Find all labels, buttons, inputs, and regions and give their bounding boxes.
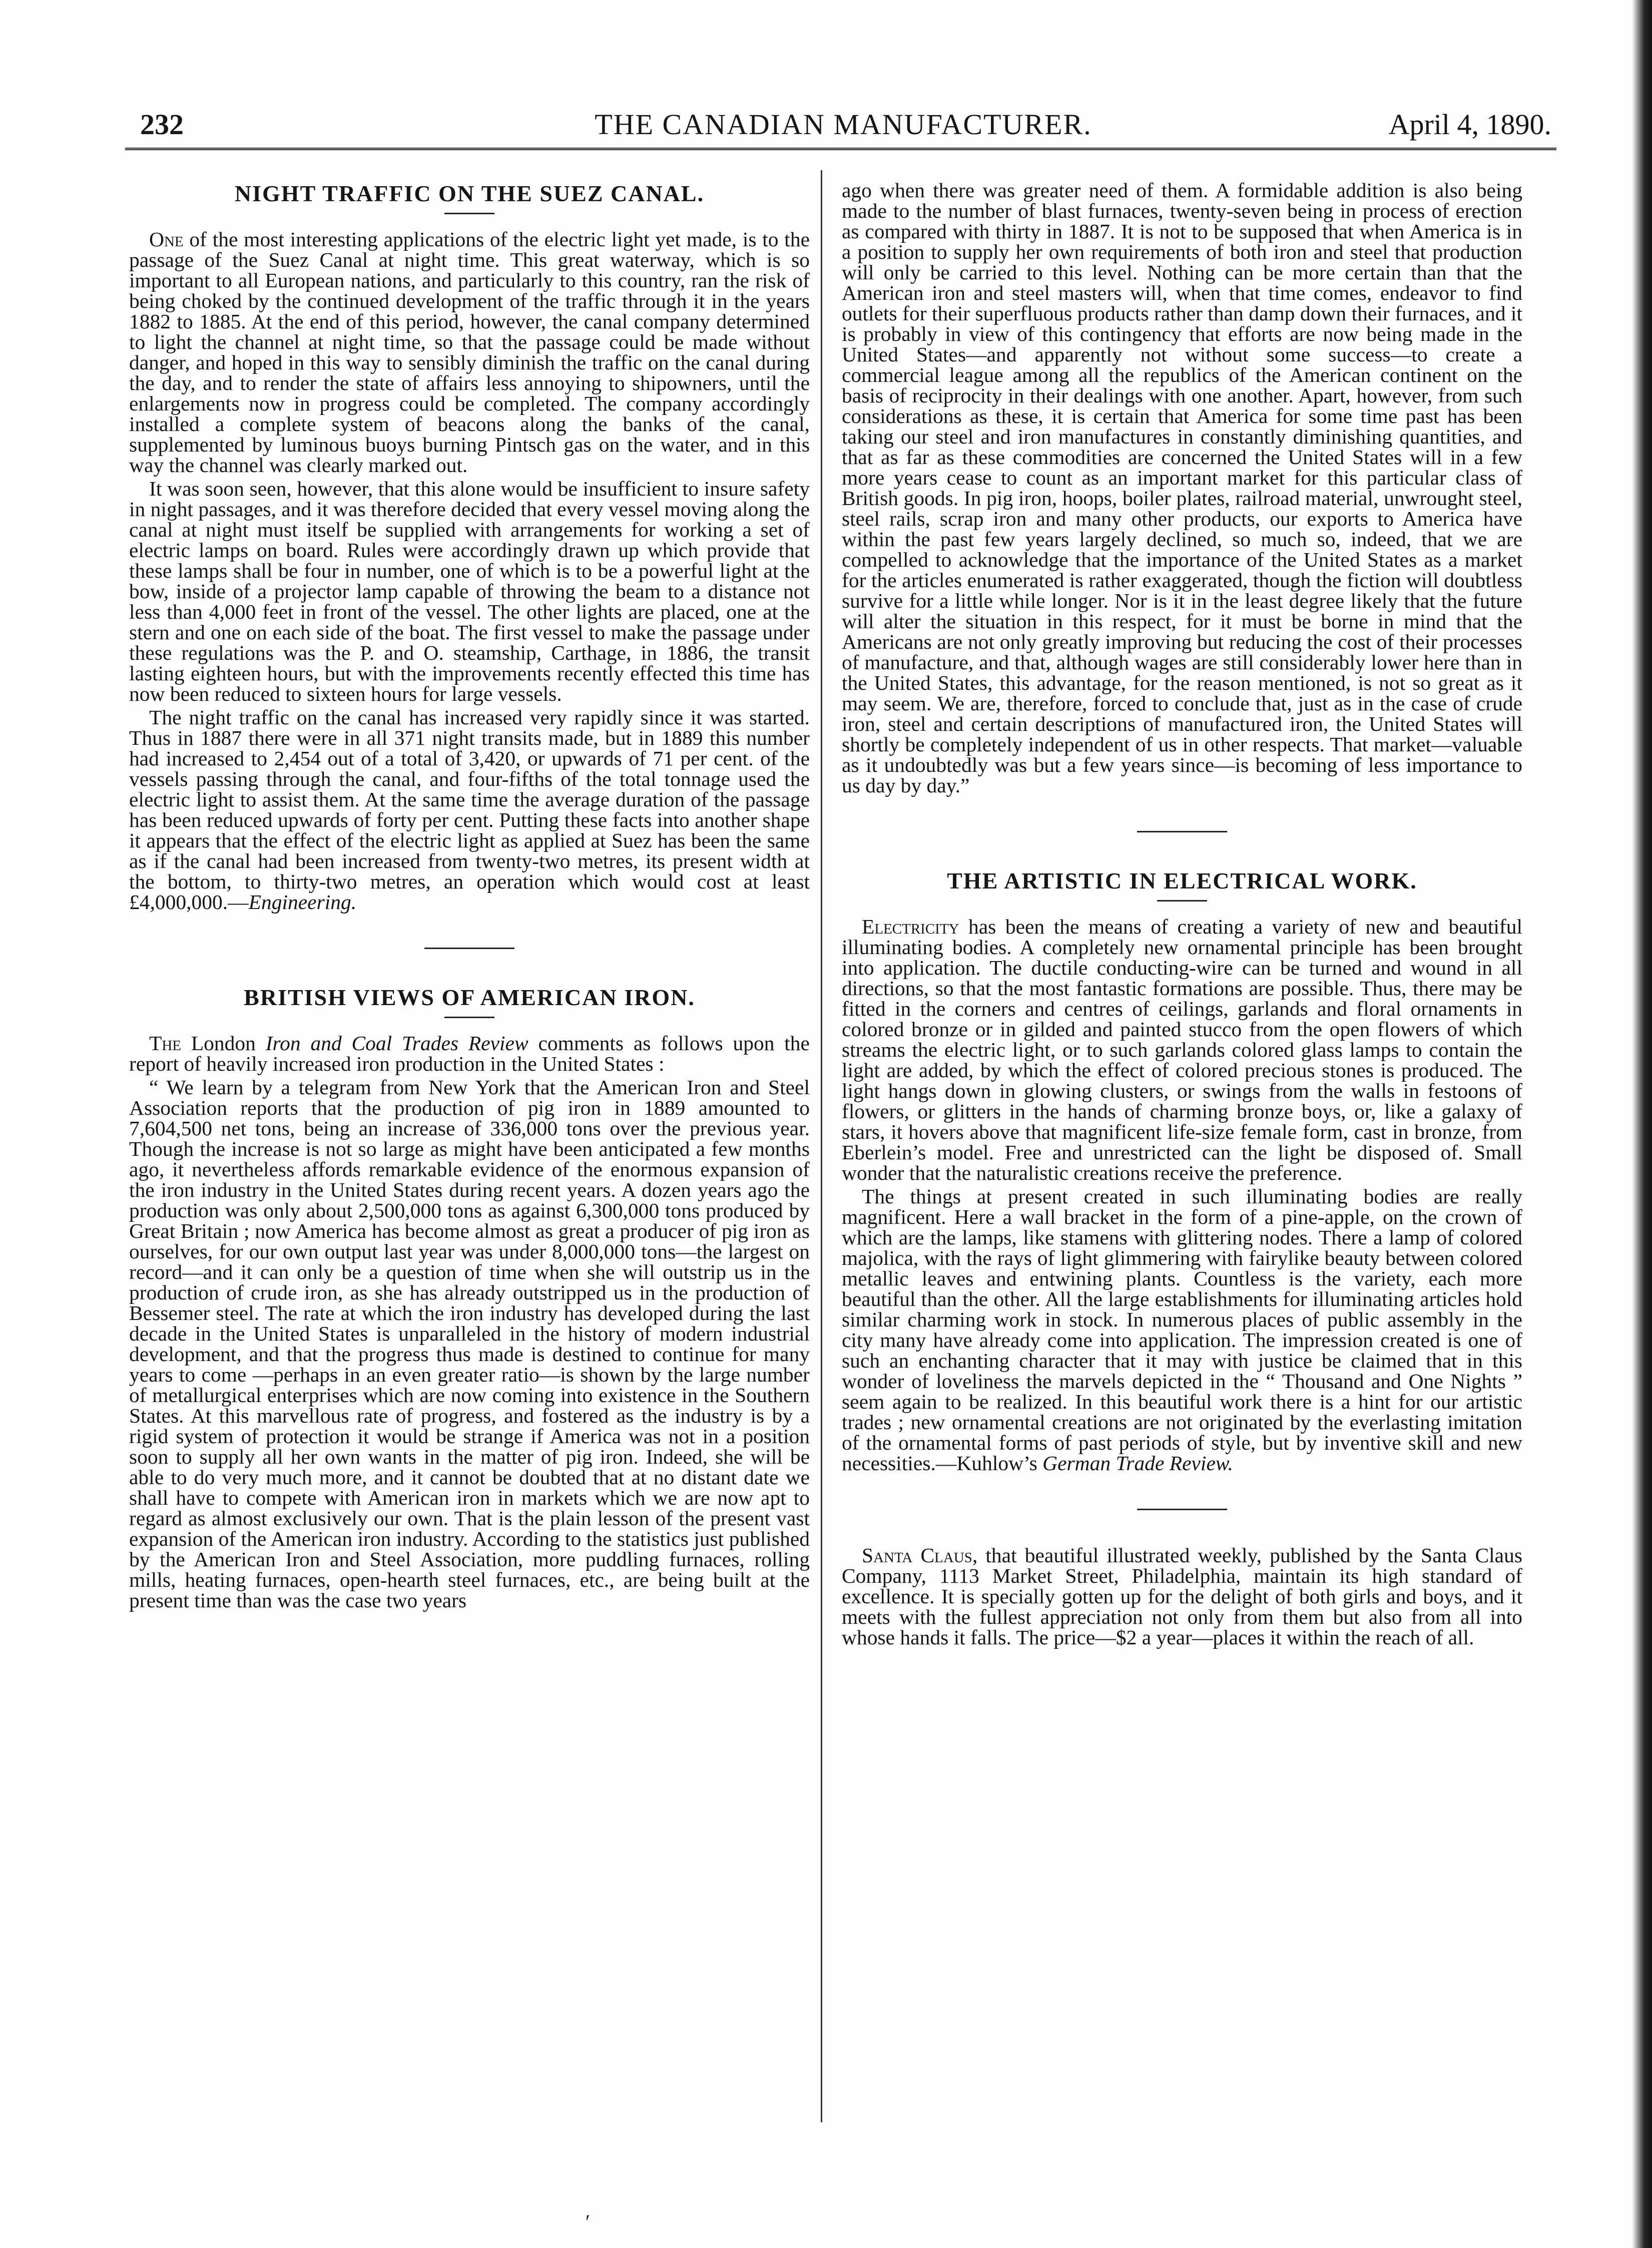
left-column: [129, 180, 810, 1614]
iron-journal-title: Iron and Coal Trades Review: [265, 1032, 528, 1055]
issue-date: April 4, 1890.: [1388, 108, 1551, 141]
iron-intro-text-a: London: [181, 1032, 266, 1055]
artistic-lead-word: Electricity: [862, 915, 959, 938]
page-header: [135, 108, 1551, 148]
suez-paragraph-3-text: The night traffic on the canal has increased very rapidly since it was started. Thus in 1887 there were in all 371 night transits made, but in 1889 this number had increased to 2,454 out of a total of 3,420, or upwards of 71 per cent. of the vessels passing through the canal, and four-fifths of the total tonnage used the electric light to assist them. At the same time the average duration of the passage has been reduced upwards of forty per cent. Putting these facts into another shape it appears that the effect of the electric light as applied at Suez has been the same as if the canal had been increased from twenty-two metres, its present width at the bottom, to thirty-two metres, an operation which would cost at least £4,000,000.—: [129, 706, 810, 914]
iron-intro: [129, 1033, 810, 1074]
artistic-source: German Trade Review.: [1042, 1452, 1233, 1475]
suez-paragraph-1-text: of the most interesting applications of the electric light yet made, is to the passage of the Suez Canal at night time. This great waterway, which is so important to all European nations, and particularly to this country, ran the risk of being choked by the continued development of the traffic through it in the years 1882 to 1885. At the end of this period, however, the canal company determined to light the channel at night time, so that the passage could be made without danger, and hoped in this way to sensibly diminish the traffic on the canal during the day, and to render the state of affairs less annoying to shipowners, until the enlargements now in progress could be completed. The company accordingly installed a complete system of beacons along the banks of the canal, supplemented by luminous buoys burning Pintsch gas on the water, and in this way the channel was clearly marked out.: [129, 228, 810, 477]
suez-paragraph-1: [129, 229, 810, 476]
suez-source: Engineering.: [248, 890, 357, 914]
header-rule: [125, 148, 1556, 150]
iron-quote-part-2: ago when there was greater need of them. A formidable addition is also being made to the number of blast furnaces, twenty-seven being in process of erection as compared with thirty in 1887. It is not to be supposed that when America is in a position to supply her own requirements of both iron and steel that production will only be carried to this level. Nothing can be more certain than that the American iron and steel masters will, when that time comes, endeavor to find outlets for their superfluous products rather than damp down their furnaces, and it is probably in view of this contingency that efforts are now being made in the United States—and apparently not without some success—to create a commercial league among all the republics of the American continent on the basis of reciprocity in their dealings with one another. Apart, however, from such considerations as these, it is certain that America for some time past has been taking our steel and iron manufactures in constantly diminishing quantities, and that as far as these commodities are concerned the United States will in a few more years cease to count as an important market for this particular class of British goods. In pig iron, hoops, boiler plates, railroad material, unwrought steel, steel rails, scrap iron and many other products, our exports to America have within the past few years largely declined, so much so, indeed, that we are compelled to acknowledge that the importance of the United States as a market for the articles enumerated is rather exaggerated, though the fiction will doubtless survive for a little while longer. Nor is it in the least degree likely that the future will alter the situation in this respect, for it must be borne in mind that the Americans are not only greatly improving but reducing the cost of their processes of manufacture, and that, although wages are still considerably lower here than in the United States, this advantage, for the reason mentioned, is not so great as it may seem. We are, therefore, forced to conclude that, just as in the case of crude iron, steel and certain descriptions of manufactured iron, the United States will shortly be completely independent of us in other respects. That market—valuable as it undoubtedly was but a few years since—is becoming of less importance to us day by day.”: [842, 179, 1522, 797]
suez-paragraph-2: It was soon seen, however, that this alone would be insufficient to insure safety in night passages, and it was therefore decided that every vessel moving along the canal at night must itself be supplied with arrangements for working a set of electric lamps on board. Rules were accordingly drawn up which provide that these lamps shall be four in number, one of which is to be a powerful light at the bow, inside of a projector lamp capable of throwing the beam to a distance not less than 4,000 feet in front of the vessel. The other lights are placed, one at the stern and one on each side of the boat. The first vessel to make the passage under these regulations was the P. and O. steamship, Carthage, in 1886, the transit lasting eighteen hours, but with the improvements recently effected this time has now been reduced to sixteen hours for large vessels.: [129, 477, 810, 705]
suez-paragraph-3: [129, 707, 810, 913]
santa-text: , that beautiful illustrated weekly, published by the Santa Claus Company, 1113 Market Street, Philadelphia, maintain its high standard of excellence. It is specially gotten up for the delight of both girls and boys, and it meets with the fullest appreciation not only from them but also from all into whose hands it falls. The price—$2 a year—places it within the reach of all.: [842, 1544, 1522, 1649]
suez-lead-word: One: [149, 228, 184, 251]
artistic-paragraph-1-text: has been the means of creating a variety of new and beautiful illuminating bodies. A completely new ornamental principle has been brought into application. The ductile conducting-wire can be turned and wound in all directions, so that the most fantastic formations are possible. Thus, there may be fitted in the corners and centres of ceilings, garlands and floral ornaments in colored bronze or in gilded and painted stucco from the open flowers of which streams the electric light, or to such garlands colored glass lamps to contain the light are added, by which the effect of colored precious stones is produced. The light hangs down in glowing clusters, or swings from the walls in festoons of flowers, or glitters in the hands of charming bronze boys, or, like a galaxy of stars, it hovers above that magnificent life-size female form, cast in bronze, from Eberlein’s model. Free and unrestricted can the light be disposed of. Small wonder that the naturalistic creations receive the preference.: [842, 915, 1522, 1184]
article-heading-suez: NIGHT TRAFFIC ON THE SUEZ CANAL.: [234, 181, 705, 206]
article-heading-iron: BRITISH VIEWS OF AMERICAN IRON.: [244, 985, 695, 1010]
stray-mark: ′: [586, 2210, 590, 2233]
iron-quote-part-1: “ We learn by a telegram from New York that the American Iron and Steel Association reports that the production of pig iron in 1889 amounted to 7,604,500 net tons, being an increase of 336,000 tons over the previous year. Though the increase is not so large as might have been anticipated a few months ago, it nevertheless affords remarkable evidence of the enormous expansion of the iron industry in the United States during recent years. A dozen years ago the production was only about 2,500,000 tons as against 6,300,000 tons produced by Great Britain ; now America has become almost as great a producer of pig iron as ourselves, for our own output last year was under 8,000,000 tons—the largest on record—and it can only be a question of time when she will outstrip us in the production of crude iron, as she has already outstripped us in the production of Bessemer steel. The rate at which the iron industry has developed during the last decade in the United States is unparalleled in the history of modern industrial development, and that the progress thus made is destined to continue for many years to come —perhaps in an even greater ratio—is shown by the large number of metallurgical enterprises which are now coming into existence in the Southern States. At this marvellous rate of progress, and fostered as the industry is by a rigid system of protection it would be strange if America was not in a position soon to supply all her own wants in the matter of pig iron. Indeed, she will be able to do very much more, and it cannot be doubted that at no distant date we shall have to compete with American iron in markets which we are now apt to regard as almost exclusively our own. That is the plain lesson of the present vast expansion of the American iron industry. According to the statistics just published by the American Iron and Steel Association, more puddling furnaces, rolling mills, heating furnaces, open-hearth steel furnaces, etc., are being built at the present time than was the case two years: [129, 1076, 810, 1612]
santa-claus-notice: [842, 1545, 1522, 1648]
column-divider: [821, 170, 822, 2122]
santa-lead-words: Santa Claus: [862, 1544, 972, 1567]
artistic-paragraph-2: [842, 1186, 1522, 1474]
right-column: [842, 180, 1522, 1651]
iron-lead-word: The: [149, 1032, 182, 1055]
heading-rule: [444, 213, 494, 214]
iron-intro-text-b: comments as follows upon the report of heavily increased iron production in the United States :: [129, 1032, 810, 1075]
article-separator: [1137, 831, 1227, 832]
article-separator: [424, 948, 514, 949]
publication-title: THE CANADIAN MANUFACTURER.: [595, 108, 1092, 141]
artistic-paragraph-1: [842, 917, 1522, 1183]
page-number: 232: [140, 108, 184, 141]
artistic-paragraph-2-text: The things at present created in such illuminating bodies are really magnificent. Here a wall bracket in the form of a pine-apple, on the crown of which are the lamps, like stamens with glittering nodes. There a lamp of colored majolica, with the rays of light glimmering with fairylike beauty between colored metallic leaves and entwining plants. Countless is the variety, each more beautiful than the other. All the large establishments for illuminating articles hold similar charming work in stock. In numerous places of public assembly in the city many have already come into application. The impression created is one of such an enchanting character that it may with justice be claimed that in this wonder of loveliness the marvels depicted in the “ Thousand and One Nights ” seem again to be realized. In this beautiful work there is a hint for our artistic trades ; new ornamental creations are not originated by the everlasting imitation of the ornamental forms of past periods of style, but by inventive skill and new necessities.—Kuhlow’s: [842, 1185, 1522, 1475]
heading-rule: [444, 1017, 494, 1018]
article-separator: [1137, 1509, 1227, 1510]
heading-rule: [1157, 900, 1207, 902]
scan-edge-shadow: [1632, 0, 1652, 2248]
article-heading-artistic: THE ARTISTIC IN ELECTRICAL WORK.: [947, 868, 1417, 893]
